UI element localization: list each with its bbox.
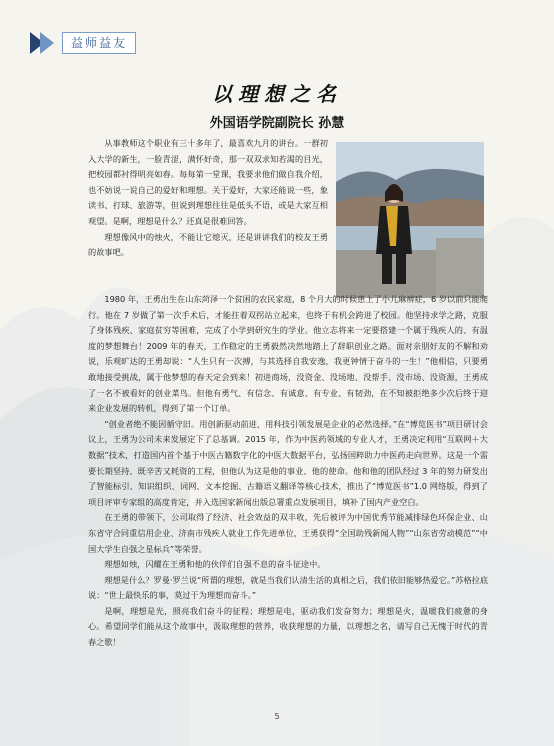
article-body — [88, 292, 488, 651]
paragraph: 理想如烛，闪耀在王勇和他的伙伴们自强不息的奋斗征途中。 — [104, 559, 326, 570]
paragraph: 在王勇的带领下，公司取得了经济、社会效益的双丰收，先后被评为中国优秀节能减排绿色环保企业、山东省守合同重信用企业、济南市残疾人就业工作先进单位，王勇获得“全国助残新闻人物”“山东省劳动模范”“中国大学生自强之星标兵”等荣誉。 — [88, 512, 488, 554]
paragraph: 理想是什么？罗曼·罗兰说“所谓的理想，就是当我们认清生活的真相之后，我们依旧能够热爱它。”苏格拉底说：“世上最快乐的事，莫过于为理想而奋斗。” — [88, 574, 489, 601]
section-header — [30, 30, 136, 56]
article-byline: 外国语学院副院长 孙慧 — [209, 116, 345, 131]
paragraph: 从事教师这个职业有三十多年了，最喜欢九月的讲台。一群初入大学的新生，一脸青涩，满怀好奇，那一双双求知若渴的目光，把校园都衬得明亮如春。每每第一堂课，我要求他们做自我介绍，也不妨说一说自己的爱好和理想。关于爱好，大家还能说一些，象读书、打球、旅游等，但说到理想往往是低头不语，或是大家互相观望。是啊，理想是什么？还真是很难回答。 — [88, 138, 328, 226]
article-intro — [88, 136, 328, 261]
paragraph: “创业者绝不能因循守旧。用创新驱动前进，用科技引领发展是企业的必然选择。”在“博览医书”项目研讨会议上，王勇为公司未来发展定下了总基调。2015 年，作为中医药领域的专业人才，王勇决定利用“互联网＋大数据”技术，打造国内首个基于中医古籍数字化的中医大数据平台，弘扬国粹助力中医药走向世界。这是一个需要长期坚持、既辛苦又耗资的工程，但他认为这是他的事业、他的使命。他和他的团队经过 3 年的努力研发出了智能标引、知识组织、词网、文本挖掘、古籍语义翻译等核心技术，推出了“博览医书”1.0 网络版，得到了项目评审专家组的高度肯定，并入选国家新闻出版总署重点发展项目，填补了国内产业空白。 — [88, 418, 488, 507]
section-tag: 益师益友 — [62, 32, 136, 54]
paragraph: 理想像风中的烛火，不能让它熄灭，还是讲讲我们的校友王勇的故事吧。 — [88, 231, 328, 258]
article-title: 以理想之名 — [212, 82, 342, 106]
paragraph: 是啊，理想是光，照亮我们奋斗的征程；理想是电，驱动我们发奋努力；理想是火，温暖我们疲惫的身心。希望同学们能从这个故事中，汲取理想的营养，收获理想的力量，以理想之名，请写自己无愧于时代的青春之歌！ — [88, 605, 488, 648]
double-triangle-arrow-icon — [30, 32, 56, 54]
page-number: 5 — [274, 712, 280, 721]
author-photo — [336, 142, 484, 298]
paragraph: 1980 年，王勇出生在山东菏泽一个贫困的农民家庭，8 个月大的时候患上了小儿麻痹症，6 岁以前只能爬行。他在 7 岁做了第一次手术后，才能拄着双拐站立起来，也终于有机会跨进了校园。他坚持求学之路，克服了身体残疾、家庭贫穷等困难，完成了小学到研究生的学业。他立志将来一定要搭建一个属于残疾人的、有温度的梦想舞台！2009 年的春天，工作稳定的王勇毅然决然地踏上了辞职创业之路。面对亲朋好友的不解和劝说，乐观旷达的王勇却说：“人生只有一次搏，与其选择自我安逸，我更钟情于奋斗的一生！”他相信，只要勇敢地接受挑战，属于他梦想的春天定会到来！初进商场，没资金、没场地、没帮手、没市场、没资源，王勇成了一名不被看好的创业菜鸟。但他有勇气、有信念、有诚意、有专业、有韧劲，在不知被拒绝多少次后终于迎来企业发展的转机，得到了第一个订单。 — [88, 294, 488, 414]
